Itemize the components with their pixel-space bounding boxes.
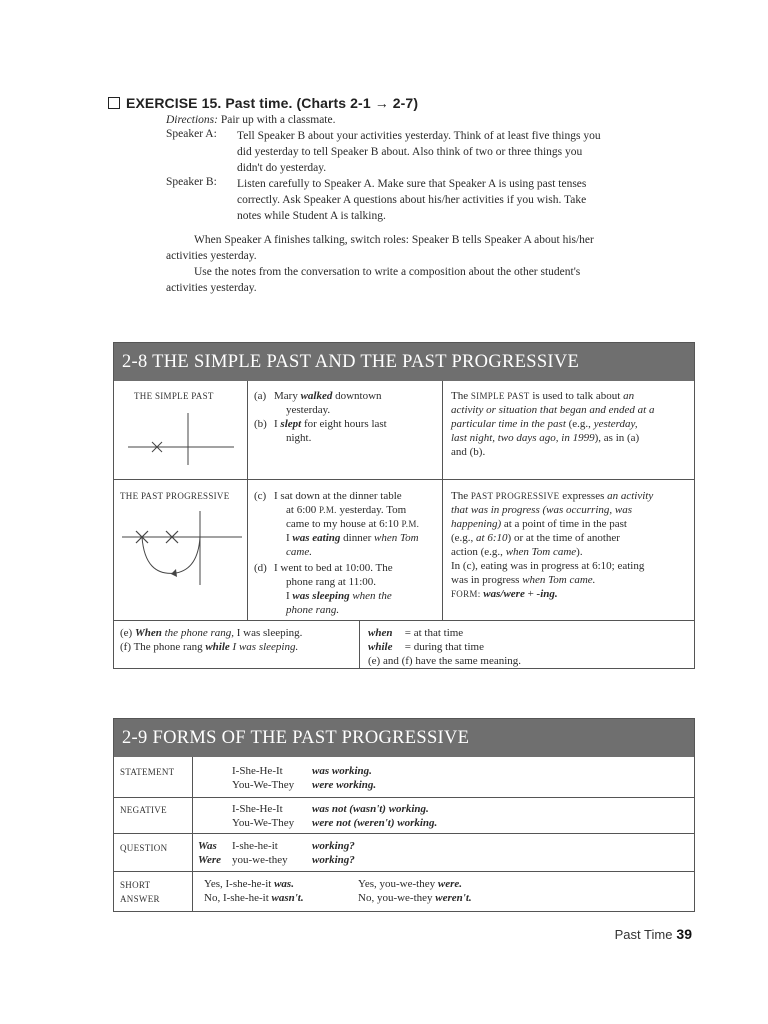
text: downtown bbox=[332, 390, 382, 402]
text: ). bbox=[576, 546, 583, 558]
text: I was sleeping. bbox=[229, 641, 299, 653]
text-line bbox=[451, 587, 691, 601]
text: I bbox=[286, 590, 293, 602]
text-line bbox=[451, 489, 691, 503]
text-line bbox=[451, 573, 691, 587]
text: SIMPLE PAST bbox=[470, 391, 530, 401]
text-line: you-we-they bbox=[232, 854, 288, 866]
text: (e.g., bbox=[565, 418, 594, 430]
text-line: SHORT bbox=[120, 880, 151, 890]
text-line: In (c), eating was in progress at 6:10; eating bbox=[451, 560, 645, 572]
verb: slept bbox=[280, 418, 302, 430]
text-line: Were bbox=[198, 854, 222, 866]
text-line bbox=[451, 431, 689, 445]
label-statement: STATEMENT bbox=[120, 767, 175, 777]
label-simple-past: THE SIMPLE PAST bbox=[134, 391, 214, 401]
verb: walked bbox=[300, 390, 333, 402]
speaker-a-label: Speaker A: bbox=[166, 128, 217, 140]
text: I bbox=[286, 532, 293, 544]
question-aux bbox=[198, 839, 221, 867]
divider bbox=[359, 620, 360, 668]
text: weren't. bbox=[435, 892, 472, 904]
text: The bbox=[451, 490, 471, 502]
short-answers-plural bbox=[358, 877, 472, 905]
text: came to my house at 6:10 bbox=[286, 518, 402, 530]
text: I was sleeping. bbox=[233, 627, 303, 639]
speaker-b-label: Speaker B: bbox=[166, 176, 217, 188]
text-line: I sat down at the dinner table bbox=[274, 490, 402, 502]
text-line: You-We-They bbox=[232, 817, 295, 829]
text: when bbox=[368, 627, 393, 639]
divider bbox=[442, 381, 443, 621]
text-line: (e) and (f) have the same meaning. bbox=[368, 655, 522, 667]
text-line: working? bbox=[312, 854, 355, 866]
text-line: notes while Student A is talking. bbox=[237, 210, 386, 222]
text-line bbox=[368, 640, 688, 654]
text-line bbox=[358, 877, 472, 891]
example-d bbox=[274, 561, 442, 617]
text: were. bbox=[437, 878, 462, 890]
verb: was sleeping bbox=[292, 590, 350, 602]
marker: (e) bbox=[120, 627, 133, 639]
example-b bbox=[274, 417, 439, 445]
exercise-title-text: EXERCISE 15. Past time. (Charts 2-1 → 2-7) bbox=[126, 95, 419, 111]
example-a bbox=[274, 389, 439, 417]
text: while bbox=[205, 641, 230, 653]
statement-subjects bbox=[232, 764, 294, 792]
text-line bbox=[451, 545, 691, 559]
text-line: You-We-They bbox=[232, 779, 295, 791]
paragraph-switch-roles bbox=[166, 232, 696, 264]
text: The phone rang bbox=[133, 641, 206, 653]
text: last night, two days ago, in 1999 bbox=[451, 432, 595, 444]
text-line bbox=[120, 640, 356, 654]
text-line: that was in progress (was occurring, was bbox=[451, 504, 633, 516]
divider bbox=[114, 620, 694, 621]
page-footer bbox=[615, 926, 692, 942]
text: dinner bbox=[340, 532, 375, 544]
text-line: phone rang. bbox=[286, 604, 340, 616]
text-line: and (b). bbox=[451, 446, 486, 458]
chart-2-9-title: 2-9 FORMS OF THE PAST PROGRESSIVE bbox=[114, 719, 694, 757]
text: FORM: bbox=[451, 589, 481, 599]
text-line: I-she-he-it bbox=[232, 840, 278, 852]
text: When bbox=[134, 627, 162, 639]
text: while bbox=[368, 641, 393, 653]
text: at 6:10 bbox=[476, 532, 508, 544]
divider bbox=[192, 757, 193, 911]
label-question: QUESTION bbox=[120, 843, 168, 853]
label-short-answer bbox=[120, 878, 160, 906]
text-line: was working. bbox=[312, 765, 372, 777]
exercise-title bbox=[108, 95, 418, 111]
text-line: working? bbox=[312, 840, 355, 852]
text-line: correctly. Ask Speaker A questions about his/her activities if you wish. Take bbox=[237, 194, 587, 206]
text: PAST PROGRESSIVE bbox=[470, 491, 560, 501]
example-c-marker: (c) bbox=[254, 490, 267, 502]
text: was/were bbox=[480, 588, 525, 600]
text-line: Use the notes from the conversation to write a composition about the other student's bbox=[194, 266, 581, 278]
text: expresses bbox=[559, 490, 608, 502]
text-line: didn't do yesterday. bbox=[237, 162, 327, 174]
chart-2-8 bbox=[113, 342, 695, 669]
text-line bbox=[451, 417, 689, 431]
text: is used to talk about bbox=[529, 390, 624, 402]
example-c bbox=[274, 489, 442, 559]
text: No, I-she-he-it bbox=[204, 892, 272, 904]
text: (e.g., bbox=[451, 532, 477, 544]
directions bbox=[166, 112, 335, 128]
text: I bbox=[274, 418, 281, 430]
text: happening) bbox=[451, 518, 502, 530]
speaker-b-text bbox=[237, 176, 697, 224]
negative-verbs bbox=[312, 802, 437, 830]
text-line bbox=[204, 891, 304, 905]
text: at 6:00 bbox=[286, 504, 319, 516]
text-line bbox=[368, 626, 688, 640]
directions-text: Pair up with a classmate. bbox=[220, 114, 336, 126]
paragraph-composition bbox=[166, 264, 696, 296]
text: for eight hours last bbox=[301, 418, 387, 430]
text: P.M. bbox=[319, 505, 337, 515]
text: when the bbox=[349, 590, 392, 602]
text: when Tom came bbox=[505, 546, 577, 558]
text: action (e.g., bbox=[451, 546, 506, 558]
text-line: came. bbox=[286, 546, 312, 558]
text: at a point of time in the past bbox=[501, 518, 627, 530]
text-line: yesterday. bbox=[286, 404, 331, 416]
text-line bbox=[204, 877, 304, 891]
text-line bbox=[274, 517, 442, 531]
label-negative: NEGATIVE bbox=[120, 805, 167, 815]
text: Mary bbox=[274, 390, 301, 402]
text: yesterday, bbox=[593, 418, 638, 430]
text: No, you-we-they bbox=[358, 892, 436, 904]
question-verbs bbox=[312, 839, 355, 867]
text: ) or at the time of another bbox=[507, 532, 620, 544]
divider bbox=[114, 833, 694, 834]
text-line: was not (wasn't) working. bbox=[312, 803, 429, 815]
text: = at that time bbox=[402, 627, 464, 639]
text-line: activities yesterday. bbox=[166, 250, 257, 262]
verb: was eating bbox=[292, 532, 341, 544]
text: particular time in the past bbox=[451, 418, 566, 430]
chart-2-9 bbox=[113, 718, 695, 912]
text-line bbox=[274, 531, 442, 545]
text-line bbox=[451, 389, 689, 403]
text-line: activities yesterday. bbox=[166, 282, 257, 294]
divider bbox=[114, 871, 694, 872]
text-line: did yesterday to tell Speaker B about. Also think of two or three things you bbox=[237, 146, 583, 158]
text-line bbox=[358, 891, 472, 905]
directions-label: Directions: bbox=[166, 114, 218, 126]
text-line: ANSWER bbox=[120, 894, 160, 904]
text-line: I-She-He-It bbox=[232, 803, 283, 815]
text-line: were working. bbox=[312, 779, 377, 791]
negative-subjects bbox=[232, 802, 294, 830]
text: = during that time bbox=[402, 641, 484, 653]
text: ), as in (a) bbox=[594, 432, 640, 444]
text-line: phone rang at 11:00. bbox=[286, 576, 377, 588]
text-line: Listen carefully to Speaker A. Make sure that Speaker A is using past tenses bbox=[237, 178, 587, 190]
timeline-past-progressive-icon bbox=[120, 507, 245, 587]
timeline-simple-past-icon bbox=[126, 407, 236, 467]
marker: (f) bbox=[120, 641, 131, 653]
chart-2-8-title: 2-8 THE SIMPLE PAST AND THE PAST PROGRESSIVE bbox=[114, 343, 694, 381]
text: was in progress bbox=[451, 574, 523, 586]
page-number: 39 bbox=[676, 926, 692, 942]
checkbox-square-icon bbox=[108, 97, 120, 109]
text: was. bbox=[274, 878, 294, 890]
example-a-marker: (a) bbox=[254, 390, 267, 402]
text: Yes, I-she-he-it bbox=[204, 878, 275, 890]
text: wasn't. bbox=[271, 892, 304, 904]
text: the phone rang, bbox=[161, 627, 234, 639]
text: an bbox=[623, 390, 635, 402]
divider bbox=[247, 381, 248, 621]
text-line: night. bbox=[286, 432, 312, 444]
text-line bbox=[451, 531, 691, 545]
short-answers-singular bbox=[204, 877, 304, 905]
text: yesterday. Tom bbox=[336, 504, 407, 516]
example-d-marker: (d) bbox=[254, 562, 267, 574]
examples-e-f bbox=[120, 626, 356, 654]
text-line bbox=[451, 517, 691, 531]
divider bbox=[114, 479, 694, 480]
statement-verbs bbox=[312, 764, 376, 792]
text: an activity bbox=[607, 490, 654, 502]
text-line bbox=[274, 389, 439, 403]
label-past-progressive: THE PAST PROGRESSIVE bbox=[120, 491, 230, 501]
text-line: were not (weren't) working. bbox=[312, 817, 438, 829]
when-while-definitions bbox=[368, 626, 688, 668]
text: The bbox=[451, 390, 471, 402]
question-subjects bbox=[232, 839, 288, 867]
text: + bbox=[524, 588, 537, 600]
text-line: activity or situation that began and ended at a bbox=[451, 404, 655, 416]
speaker-a-text bbox=[237, 128, 697, 176]
text-line: Tell Speaker B about your activities yesterday. Think of at least five things you bbox=[237, 130, 601, 142]
text-line: Was bbox=[198, 840, 217, 852]
text-line bbox=[274, 503, 442, 517]
explanation-past-progressive bbox=[451, 489, 691, 601]
text: when Tom bbox=[374, 532, 419, 544]
explanation-simple-past bbox=[451, 389, 689, 459]
text: P.M. bbox=[401, 519, 420, 529]
text-line: When Speaker A finishes talking, switch roles: Speaker B tells Speaker A about his/her bbox=[194, 234, 594, 246]
text-line bbox=[274, 589, 442, 603]
text: Yes, you-we-they bbox=[358, 878, 438, 890]
text-line: I went to bed at 10:00. The bbox=[274, 562, 393, 574]
text-line bbox=[274, 417, 439, 431]
text: -ing. bbox=[536, 588, 558, 600]
text-line bbox=[120, 626, 356, 640]
text-line: I-She-He-It bbox=[232, 765, 283, 777]
example-b-marker: (b) bbox=[254, 418, 267, 430]
divider bbox=[114, 797, 694, 798]
text: when Tom came. bbox=[522, 574, 596, 586]
section-title: Past Time bbox=[614, 927, 673, 942]
